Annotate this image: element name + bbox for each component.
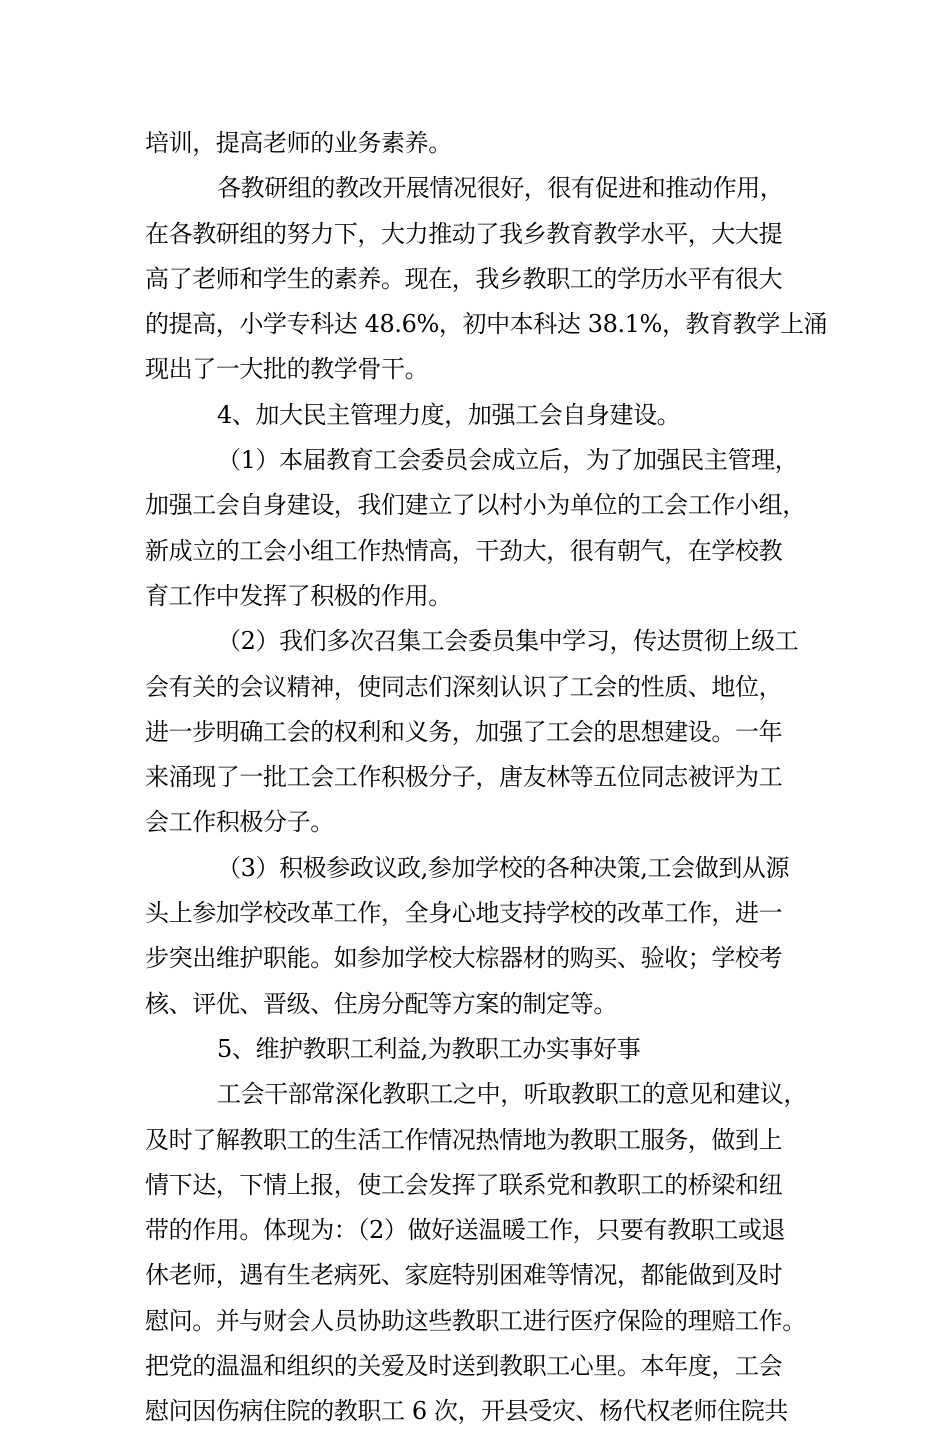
text-line: （3）积极参政议政,参加学校的各种决策,工会做到从源 [217, 853, 790, 882]
text-line: 培训，提高老师的业务素养。 [145, 129, 452, 157]
text-line: 4、加大民主管理力度，加强工会自身建设。 [217, 400, 681, 429]
text-line: 会工作积极分子。 [145, 808, 334, 837]
text-line: 的提高，小学专科达 48.6%，初中本科达 38.1%，教育教学上涌 [145, 310, 828, 339]
text-line: 慰问。并与财会人员协助这些教职工进行医疗保险的理赔工作。 [145, 1306, 806, 1335]
text-line: 及时了解教职工的生活工作情况热情地为教职工服务，做到上 [145, 1125, 783, 1154]
text-line: 各教研组的教改开展情况很好，很有促进和推动作用， [217, 174, 784, 203]
text-line: 休老师，遇有生老病死、家庭特别困难等情况，都能做到及时 [145, 1261, 783, 1290]
text-line: 把党的温温和组织的关爱及时送到教职工心里。本年度，工会 [145, 1352, 783, 1381]
text-line: 核、评优、晋级、住房分配等方案的制定等。 [145, 989, 617, 1018]
text-line: 慰问因伤病住院的教职工 6 次，开县受灾、杨代权老师住院共 [145, 1397, 788, 1426]
text-line: （2）我们多次召集工会委员集中学习，传达贯彻上级工 [217, 627, 799, 656]
text-line: （1）本届教育工会委员会成立后，为了加强民主管理， [217, 446, 799, 475]
text-line: 新成立的工会小组工作热情高，干劲大，很有朝气，在学校教 [145, 536, 783, 565]
text-line: 加强工会自身建设，我们建立了以村小为单位的工会工作小组， [145, 491, 806, 520]
text-line: 育工作中发挥了积极的作用。 [145, 581, 452, 610]
text-line: 5、维护教职工利益,为教职工办实事好事 [217, 1034, 641, 1063]
text-line: 现出了一大批的教学骨干。 [145, 355, 429, 384]
text-line: 高了老师和学生的素养。现在，我乡教职工的学历水平有很大 [145, 264, 783, 293]
text-line: 步突出维护职能。如参加学校大棕器材的购买、验收；学校考 [145, 944, 783, 973]
text-line: 来涌现了一批工会工作积极分子，唐友林等五位同志被评为工 [145, 763, 783, 792]
text-line: 情下达，下情上报，使工会发挥了联系党和教职工的桥梁和纽 [145, 1170, 783, 1199]
text-line: 在各教研组的努力下，大力推动了我乡教育教学水平，大大提 [145, 219, 783, 248]
text-line: 头上参加学校改革工作，全身心地支持学校的改革工作，进一 [145, 899, 783, 928]
text-line: 带的作用。体现为：（2）做好送温暖工作，只要有教职工或退 [145, 1216, 786, 1245]
text-line: 会有关的会议精神，使同志们深刻认识了工会的性质、地位， [145, 672, 783, 701]
document-body [145, 121, 828, 1435]
text-line: 工会干部常深化教职工之中，听取教职工的意见和建议， [217, 1080, 807, 1109]
text-line: 进一步明确工会的权利和义务，加强了工会的思想建设。一年 [145, 717, 783, 746]
